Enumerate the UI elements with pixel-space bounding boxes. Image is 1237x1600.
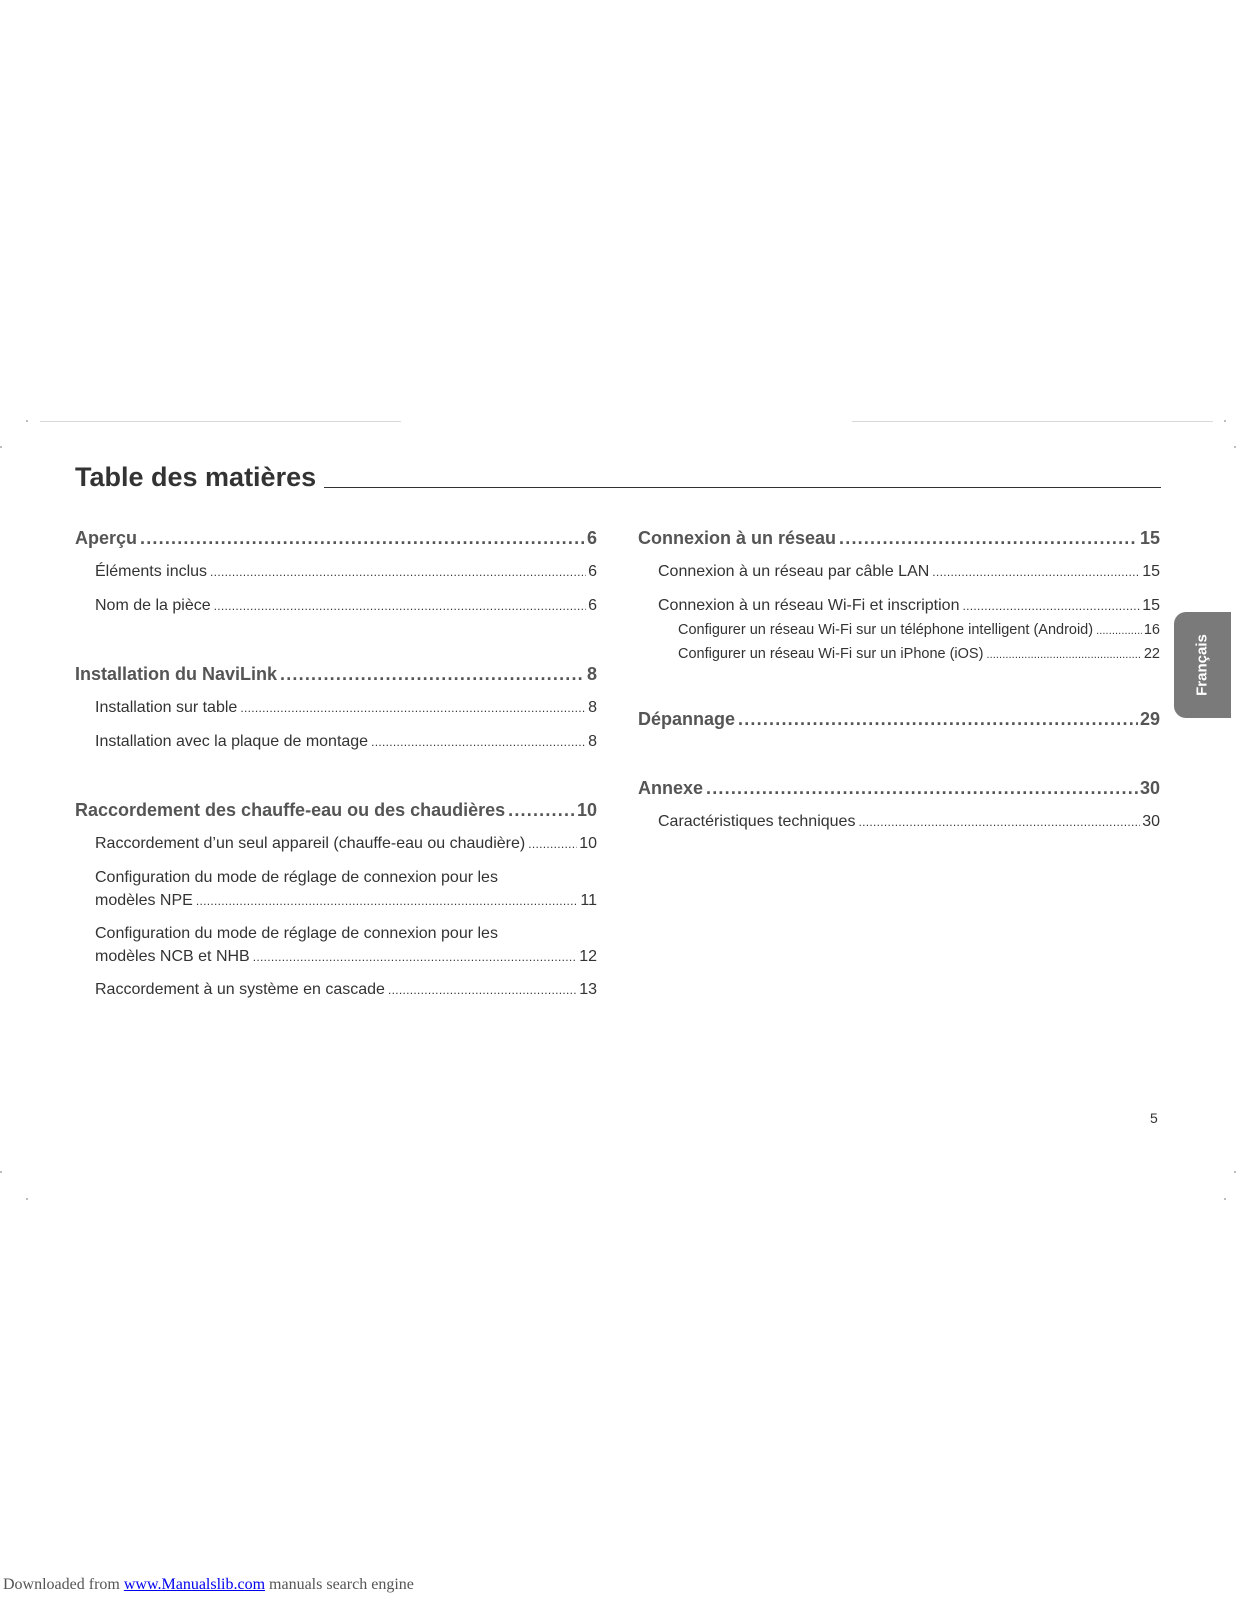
dot-leader: [1096, 621, 1142, 641]
toc-page-number: 22: [1143, 646, 1160, 662]
dot-leader: [508, 798, 575, 822]
language-tab[interactable]: [1174, 612, 1231, 718]
dot-leader: [858, 810, 1140, 834]
toc-page-number: 29: [1139, 709, 1160, 729]
toc-item-label: Éléments inclus: [95, 563, 208, 580]
title-row: [75, 464, 1161, 491]
toc-item-label-line1: Configuration du mode de réglage de connexion pour les: [95, 869, 498, 886]
dot-leader: [240, 696, 586, 720]
footer-suffix: manuals search engine: [265, 1576, 414, 1593]
toc-heading-label: Dépannage: [638, 709, 736, 729]
dot-leader: [371, 730, 586, 754]
toc-item-label-line2: modèles NCB et NHB: [95, 948, 250, 965]
dot-leader: [839, 526, 1138, 550]
toc-heading-depannage[interactable]: [638, 707, 1160, 731]
toc-page-number: 30: [1142, 813, 1160, 830]
toc-page-number: 15: [1139, 528, 1160, 548]
toc-item-cascade[interactable]: [75, 978, 597, 1002]
crop-mark: [1234, 446, 1236, 448]
footer-link[interactable]: www.Manualslib.com: [123, 1576, 266, 1593]
toc-heading-raccordement[interactable]: [75, 798, 597, 822]
crop-mark: [1224, 1198, 1226, 1200]
toc-item-cable-lan[interactable]: [638, 560, 1160, 584]
crop-mark: [0, 1171, 2, 1173]
toc-left-column: [75, 526, 597, 1002]
toc-page-number: 30: [1139, 778, 1160, 798]
toc-page-number: 6: [588, 597, 597, 614]
dot-leader: [140, 526, 585, 550]
toc-page-number: 11: [580, 892, 597, 909]
crop-line-top-right: [852, 421, 1213, 422]
toc-page-number: 15: [1142, 563, 1160, 580]
crop-mark: [1234, 1171, 1236, 1173]
toc-heading-label: Raccordement des chauffe-eau ou des chaudières: [75, 800, 506, 820]
toc-item-label: Connexion à un réseau Wi-Fi et inscription: [658, 597, 960, 614]
toc-heading-label: Connexion à un réseau: [638, 528, 837, 548]
footer-prefix: Downloaded from: [3, 1576, 124, 1593]
toc-subitem-label: Configurer un réseau Wi-Fi sur un téléphone intelligent (Android): [678, 622, 1094, 638]
toc-subitem-label: Configurer un réseau Wi-Fi sur un iPhone (iOS): [678, 646, 984, 662]
toc-item-caracteristiques[interactable]: [638, 810, 1160, 834]
toc-heading-label: Aperçu: [75, 528, 138, 548]
toc-item-label-line2: modèles NPE: [95, 892, 193, 909]
toc-page-number: 10: [579, 835, 597, 852]
dot-leader: [528, 832, 577, 856]
toc-heading-apercu[interactable]: [75, 526, 597, 550]
toc-item-elements-inclus[interactable]: [75, 560, 597, 584]
toc-item-label-line1: Configuration du mode de réglage de connexion pour les: [95, 925, 498, 942]
toc-subitem-android[interactable]: [638, 620, 1160, 640]
dot-leader: [932, 560, 1140, 584]
toc-item-config-ncb-nhb[interactable]: [75, 922, 597, 968]
toc-page-number: 16: [1143, 622, 1160, 638]
dot-leader: [706, 776, 1138, 800]
toc-item-label: Installation avec la plaque de montage: [95, 733, 369, 750]
dot-leader: [280, 662, 585, 686]
toc-page-number: 8: [588, 699, 597, 716]
toc-item-installation-plaque[interactable]: [75, 730, 597, 754]
toc-item-label: Nom de la pièce: [95, 597, 211, 614]
toc-heading-annexe[interactable]: [638, 776, 1160, 800]
dot-leader: [962, 594, 1140, 618]
footer: [3, 1576, 414, 1594]
toc-item-config-npe[interactable]: [75, 866, 597, 912]
title-rule: [324, 487, 1161, 488]
toc-item-label: Installation sur table: [95, 699, 238, 716]
language-tab-label: Français: [1193, 634, 1211, 696]
dot-leader: [738, 707, 1138, 731]
page-number: 5: [1150, 1110, 1158, 1126]
toc-page-number: 6: [588, 563, 597, 580]
crop-mark: [1224, 420, 1226, 422]
toc-page-number: 15: [1142, 597, 1160, 614]
toc-page-number: 12: [579, 948, 597, 965]
toc-item-label: Raccordement à un système en cascade: [95, 981, 385, 998]
toc-item-installation-sur-table[interactable]: [75, 696, 597, 720]
crop-line-top-left: [40, 421, 401, 422]
dot-leader: [986, 645, 1141, 665]
dot-leader: [196, 890, 579, 913]
toc-item-wifi-inscription[interactable]: [638, 594, 1160, 618]
toc-page-number: 8: [588, 733, 597, 750]
dot-leader: [214, 594, 586, 618]
toc-heading-connexion[interactable]: [638, 526, 1160, 550]
dot-leader: [253, 946, 577, 969]
crop-mark: [26, 1198, 28, 1200]
page-title: Table des matières: [75, 462, 317, 492]
toc-item-label: Connexion à un réseau par câble LAN: [658, 563, 930, 580]
toc-subitem-ios[interactable]: [638, 644, 1160, 664]
crop-mark: [26, 420, 28, 422]
toc-page-number: 10: [576, 800, 597, 820]
crop-mark: [0, 446, 2, 448]
toc-item-nom-de-la-piece[interactable]: [75, 594, 597, 618]
toc-page-number: 6: [586, 528, 597, 548]
dot-leader: [388, 978, 577, 1002]
toc-item-label: Raccordement d’un seul appareil (chauffe-eau ou chaudière): [95, 835, 526, 852]
dot-leader: [210, 560, 586, 584]
toc-heading-label: Annexe: [638, 778, 704, 798]
toc-heading-label: Installation du NaviLink: [75, 664, 278, 684]
toc-page-number: 8: [586, 664, 597, 684]
toc-heading-installation[interactable]: [75, 662, 597, 686]
toc-page-number: 13: [579, 981, 597, 998]
toc-item-label: Caractéristiques techniques: [658, 813, 856, 830]
toc-item-seul-appareil[interactable]: [75, 832, 597, 856]
toc-right-column: [638, 526, 1160, 834]
